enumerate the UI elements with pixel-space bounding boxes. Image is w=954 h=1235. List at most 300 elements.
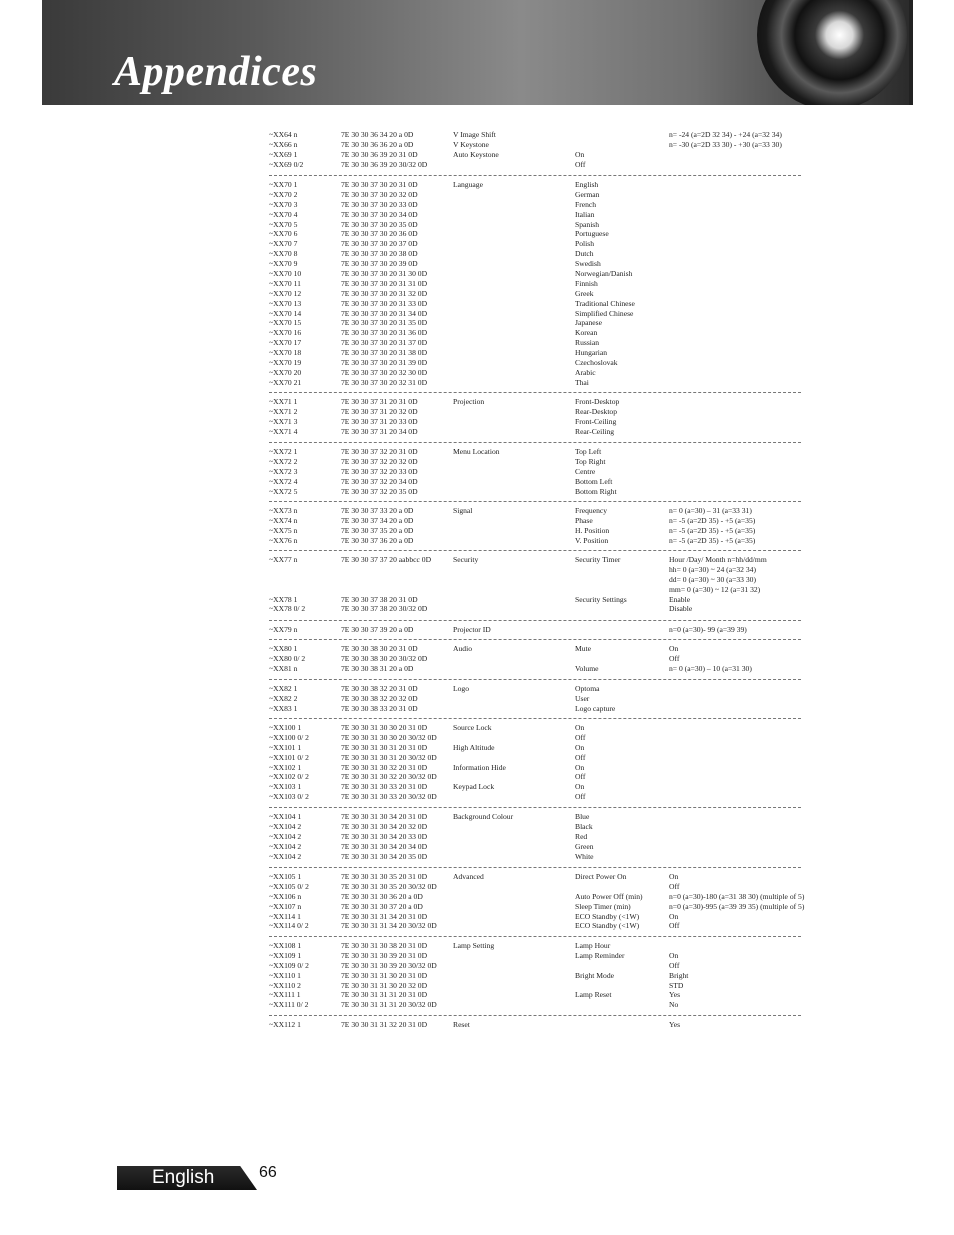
command-cell: ~XX103 0/ 2 <box>269 792 309 802</box>
command-cell: ~XX70 2 <box>269 189 298 199</box>
command-cell: ~XX101 0/ 2 <box>269 752 309 762</box>
page-number: 66 <box>259 1164 277 1181</box>
value-cell: Disable <box>669 604 693 614</box>
command-cell: ~XX70 17 <box>269 338 302 348</box>
command-group <box>269 506 801 546</box>
ascii-code-cell: 7E 30 30 37 30 20 35 0D <box>341 219 418 229</box>
ascii-code-cell: 7E 30 30 38 32 20 31 0D <box>341 684 418 693</box>
ascii-code-cell: 7E 30 30 37 33 20 a 0D <box>341 506 414 515</box>
table-row <box>269 309 801 319</box>
ascii-code-cell: 7E 30 30 31 30 33 20 31 0D <box>341 782 428 792</box>
command-cell: ~XX76 n <box>269 535 298 545</box>
value-cell: Hour /Day/ Month n=hh/dd/mm <box>669 555 767 564</box>
ascii-code-cell: 7E 30 30 37 30 20 31 39 0D <box>341 358 428 368</box>
value-cell: Off <box>669 960 680 970</box>
function-cell: Menu Location <box>453 447 500 456</box>
command-cell: ~XX82 2 <box>269 693 298 703</box>
item-cell: Bright Mode <box>575 970 615 980</box>
ascii-code-cell: 7E 30 30 31 31 32 20 31 0D <box>341 1020 428 1029</box>
ascii-code-cell: 7E 30 30 37 30 20 34 0D <box>341 209 418 219</box>
value-cell: On <box>669 872 679 881</box>
command-cell: ~XX105 0/ 2 <box>269 881 309 891</box>
row-separator <box>269 442 801 443</box>
function-cell: Signal <box>453 506 473 515</box>
item-cell: Blue <box>575 812 590 821</box>
ascii-code-cell: 7E 30 30 31 30 36 20 a 0D <box>341 891 423 901</box>
ascii-code-cell: 7E 30 30 31 30 31 20 31 0D <box>341 742 428 752</box>
command-cell: ~XX81 n <box>269 663 298 673</box>
item-cell: Direct Power On <box>575 872 627 881</box>
ascii-code-cell: 7E 30 30 31 30 38 20 31 0D <box>341 941 428 950</box>
ascii-code-cell: 7E 30 30 31 31 34 20 31 0D <box>341 911 428 921</box>
item-cell: Czechoslovak <box>575 358 618 368</box>
command-cell: ~XX69 0/2 <box>269 159 304 169</box>
ascii-code-cell: 7E 30 30 31 30 32 20 30/32 0D <box>341 772 437 782</box>
ascii-code-cell: 7E 30 30 37 30 20 31 38 0D <box>341 348 428 358</box>
command-cell: ~XX82 1 <box>269 684 298 693</box>
row-separator <box>269 718 801 719</box>
ascii-code-cell: 7E 30 30 31 30 34 20 32 0D <box>341 821 428 831</box>
command-cell: ~XX70 12 <box>269 288 302 298</box>
item-cell: On <box>575 742 585 752</box>
item-cell: Off <box>575 772 586 782</box>
ascii-code-cell: 7E 30 30 31 30 39 20 30/32 0D <box>341 960 437 970</box>
table-row <box>269 941 801 951</box>
command-cell: ~XX70 15 <box>269 318 302 328</box>
command-cell: ~XX72 5 <box>269 486 298 496</box>
table-row <box>269 457 801 467</box>
table-row <box>269 348 801 358</box>
table-row <box>269 832 801 842</box>
function-cell: Projection <box>453 397 485 406</box>
table-row <box>269 378 801 388</box>
command-cell: ~XX109 1 <box>269 950 302 960</box>
table-row <box>269 447 801 457</box>
table-row <box>269 654 801 664</box>
item-cell: Red <box>575 831 588 841</box>
table-row <box>269 200 801 210</box>
item-cell: Lamp Reminder <box>575 950 625 960</box>
ascii-code-cell: 7E 30 30 37 38 20 31 0D <box>341 594 418 604</box>
item-cell: Russian <box>575 338 600 348</box>
ascii-code-cell: 7E 30 30 31 30 34 20 34 0D <box>341 841 428 851</box>
row-separator <box>269 807 801 808</box>
command-cell: ~XX74 n <box>269 515 298 525</box>
ascii-code-cell: 7E 30 30 37 37 20 aabbcc 0D <box>341 555 432 564</box>
ascii-code-cell: 7E 30 30 31 30 34 20 31 0D <box>341 812 428 821</box>
table-row <box>269 812 801 822</box>
table-row <box>269 328 801 338</box>
ascii-code-cell: 7E 30 30 31 30 39 20 31 0D <box>341 950 428 960</box>
table-row <box>269 160 801 170</box>
ascii-code-cell: 7E 30 30 37 34 20 a 0D <box>341 515 414 525</box>
ascii-code-cell: 7E 30 30 37 30 20 31 32 0D <box>341 288 428 298</box>
ascii-code-cell: 7E 30 30 37 32 20 35 0D <box>341 486 418 496</box>
command-group <box>269 625 801 635</box>
function-cell: Projector ID <box>453 625 491 634</box>
table-row <box>269 417 801 427</box>
value-cell: Bright <box>669 970 689 980</box>
item-cell: French <box>575 199 597 209</box>
value-cell: Yes <box>669 1020 681 1029</box>
ascii-code-cell: 7E 30 30 37 30 20 37 0D <box>341 239 418 249</box>
command-cell: ~XX72 1 <box>269 447 298 456</box>
command-cell: ~XX73 n <box>269 506 298 515</box>
ascii-code-cell: 7E 30 30 37 31 20 34 0D <box>341 426 418 436</box>
ascii-code-cell: 7E 30 30 31 30 32 20 31 0D <box>341 762 428 772</box>
command-cell: ~XX70 14 <box>269 308 302 318</box>
ascii-code-cell: 7E 30 30 31 30 31 20 30/32 0D <box>341 752 437 762</box>
item-cell: Traditional Chinese <box>575 298 635 308</box>
command-cell: ~XX79 n <box>269 625 298 634</box>
command-cell: ~XX70 21 <box>269 377 302 387</box>
ascii-code-cell: 7E 30 30 37 30 20 36 0D <box>341 229 418 239</box>
ascii-code-cell: 7E 30 30 37 30 20 31 35 0D <box>341 318 428 328</box>
table-row <box>269 842 801 852</box>
function-cell: Information Hide <box>453 762 506 772</box>
ascii-code-cell: 7E 30 30 37 30 20 32 0D <box>341 189 418 199</box>
item-cell: On <box>575 723 585 732</box>
command-cell: ~XX111 0/ 2 <box>269 1000 309 1010</box>
table-row <box>269 763 801 773</box>
table-row <box>269 723 801 733</box>
item-cell: ECO Standby (<1W) <box>575 911 640 921</box>
item-cell: Italian <box>575 209 595 219</box>
ascii-code-cell: 7E 30 30 31 31 31 20 30/32 0D <box>341 1000 437 1010</box>
command-cell: ~XX71 3 <box>269 416 298 426</box>
ascii-code-cell: 7E 30 30 37 31 20 31 0D <box>341 397 418 406</box>
ascii-code-cell: 7E 30 30 31 30 34 20 35 0D <box>341 851 428 861</box>
ascii-code-cell: 7E 30 30 31 30 30 20 30/32 0D <box>341 732 437 742</box>
value-cell: hh= 0 (a=30) ~ 24 (a=32 34) <box>669 564 756 574</box>
page-header <box>42 0 913 105</box>
ascii-code-cell: 7E 30 30 31 31 31 20 31 0D <box>341 990 428 1000</box>
table-row <box>269 555 801 565</box>
command-cell: ~XX114 1 <box>269 911 301 921</box>
ascii-code-cell: 7E 30 30 31 30 35 20 30/32 0D <box>341 881 437 891</box>
ascii-code-cell: 7E 30 30 31 30 35 20 31 0D <box>341 872 428 881</box>
command-cell: ~XX71 4 <box>269 426 298 436</box>
item-cell: English <box>575 180 599 189</box>
table-row <box>269 585 801 595</box>
command-cell: ~XX70 11 <box>269 278 301 288</box>
table-row <box>269 210 801 220</box>
command-group <box>269 1020 801 1030</box>
item-cell: Greek <box>575 288 594 298</box>
command-cell: ~XX109 0/ 2 <box>269 960 309 970</box>
command-group <box>269 447 801 496</box>
function-cell: Keypad Lock <box>453 782 495 792</box>
table-row <box>269 921 801 931</box>
table-row <box>269 684 801 694</box>
table-row <box>269 516 801 526</box>
item-cell: Spanish <box>575 219 600 229</box>
item-cell: Norwegian/Danish <box>575 269 633 279</box>
value-cell: dd= 0 (a=30) ~ 30 (a=33 30) <box>669 574 756 584</box>
lens-image <box>757 0 907 105</box>
command-cell: ~XX70 4 <box>269 209 298 219</box>
command-cell: ~XX70 20 <box>269 367 302 377</box>
command-cell: ~XX72 3 <box>269 466 298 476</box>
item-cell: Logo capture <box>575 703 616 713</box>
command-group <box>269 180 801 388</box>
item-cell: Portuguese <box>575 229 609 239</box>
item-cell: User <box>575 693 590 703</box>
ascii-code-cell: 7E 30 30 37 30 20 33 0D <box>341 199 418 209</box>
item-cell: Korean <box>575 328 598 338</box>
item-cell: Volume <box>575 663 599 673</box>
command-cell: ~XX70 6 <box>269 229 298 239</box>
item-cell: Simplified Chinese <box>575 308 634 318</box>
command-cell: ~XX83 1 <box>269 703 298 713</box>
table-row <box>269 852 801 862</box>
ascii-code-cell: 7E 30 30 31 30 34 20 33 0D <box>341 831 428 841</box>
command-cell: ~XX75 n <box>269 525 298 535</box>
command-cell: ~XX70 10 <box>269 269 302 279</box>
item-cell: On <box>575 782 585 792</box>
item-cell: Off <box>575 732 586 742</box>
page-title: Appendices <box>114 49 318 95</box>
value-cell: n= -5 (a=2D 35) - +5 (a=35) <box>669 515 756 525</box>
table-row <box>269 269 801 279</box>
ascii-code-cell: 7E 30 30 37 32 20 31 0D <box>341 447 418 456</box>
command-cell: ~XX71 1 <box>269 397 298 406</box>
row-separator <box>269 1015 801 1016</box>
row-separator <box>269 501 801 502</box>
ascii-code-cell: 7E 30 30 36 34 20 a 0D <box>341 130 414 139</box>
command-cell: ~XX70 5 <box>269 219 298 229</box>
table-row <box>269 625 801 635</box>
value-cell: Off <box>669 881 680 891</box>
function-cell: Security <box>453 555 479 564</box>
item-cell: Japanese <box>575 318 602 328</box>
function-cell: Lamp Setting <box>453 941 495 950</box>
ascii-code-cell: 7E 30 30 37 39 20 a 0D <box>341 625 414 634</box>
table-row <box>269 951 801 961</box>
table-row <box>269 772 801 782</box>
table-row <box>269 822 801 832</box>
command-group <box>269 397 801 437</box>
command-cell: ~XX80 0/ 2 <box>269 653 306 663</box>
ascii-code-cell: 7E 30 30 31 30 30 20 31 0D <box>341 723 428 732</box>
row-separator <box>269 620 801 621</box>
value-cell: On <box>669 911 679 921</box>
table-row <box>269 259 801 269</box>
ascii-code-cell: 7E 30 30 31 30 37 20 a 0D <box>341 901 423 911</box>
item-cell: Black <box>575 821 593 831</box>
table-row <box>269 368 801 378</box>
ascii-code-cell: 7E 30 30 31 31 30 20 31 0D <box>341 970 428 980</box>
command-cell: ~XX66 n <box>269 139 298 149</box>
command-cell: ~XX78 1 <box>269 594 298 604</box>
command-group <box>269 684 801 714</box>
table-row <box>269 743 801 753</box>
command-cell: ~XX64 n <box>269 130 298 139</box>
value-cell: n= -5 (a=2D 35) - +5 (a=35) <box>669 525 756 535</box>
item-cell: Front-Desktop <box>575 397 620 406</box>
command-cell: ~XX104 2 <box>269 841 302 851</box>
table-row <box>269 299 801 309</box>
item-cell: Green <box>575 841 594 851</box>
ascii-code-cell: 7E 30 30 36 39 20 31 0D <box>341 149 418 159</box>
ascii-code-cell: 7E 30 30 37 38 20 30/32 0D <box>341 604 428 614</box>
table-row <box>269 130 801 140</box>
ascii-code-cell: 7E 30 30 36 39 20 30/32 0D <box>341 159 428 169</box>
ascii-code-cell: 7E 30 30 37 36 20 a 0D <box>341 535 414 545</box>
table-row <box>269 239 801 249</box>
table-row <box>269 565 801 575</box>
item-cell: German <box>575 189 600 199</box>
item-cell: Off <box>575 752 586 762</box>
table-row <box>269 150 801 160</box>
table-row <box>269 467 801 477</box>
table-row <box>269 358 801 368</box>
ascii-code-cell: 7E 30 30 31 30 33 20 30/32 0D <box>341 792 437 802</box>
command-cell: ~XX70 8 <box>269 249 298 259</box>
function-cell: Advanced <box>453 872 484 881</box>
command-cell: ~XX110 2 <box>269 980 301 990</box>
item-cell: Arabic <box>575 367 596 377</box>
command-cell: ~XX111 1 <box>269 990 301 1000</box>
ascii-code-cell: 7E 30 30 37 30 20 39 0D <box>341 259 418 269</box>
command-group <box>269 555 801 614</box>
table-row <box>269 782 801 792</box>
item-cell: ECO Standby (<1W) <box>575 921 640 931</box>
command-group <box>269 723 801 802</box>
ascii-code-cell: 7E 30 30 31 31 30 20 32 0D <box>341 980 428 990</box>
table-row <box>269 753 801 763</box>
ascii-code-cell: 7E 30 30 37 35 20 a 0D <box>341 525 414 535</box>
ascii-code-cell: 7E 30 30 38 30 20 31 0D <box>341 644 418 653</box>
command-group <box>269 872 805 931</box>
command-cell: ~XX70 16 <box>269 328 302 338</box>
value-cell: STD <box>669 980 684 990</box>
function-cell: Audio <box>453 644 472 653</box>
item-cell: Front-Ceiling <box>575 416 617 426</box>
value-cell: Off <box>669 921 680 931</box>
table-row <box>269 901 805 912</box>
item-cell: Bottom Left <box>575 476 613 486</box>
row-separator <box>269 392 801 393</box>
value-cell: Enable <box>669 594 691 604</box>
item-cell: Off <box>575 792 586 802</box>
table-row <box>269 694 801 704</box>
item-cell: Dutch <box>575 249 594 259</box>
row-separator <box>269 550 801 551</box>
command-cell: ~XX100 0/ 2 <box>269 732 309 742</box>
command-cell: ~XX105 1 <box>269 872 302 881</box>
table-row <box>269 506 801 516</box>
command-cell: ~XX106 n <box>269 891 302 901</box>
command-cell: ~XX70 19 <box>269 358 302 368</box>
command-cell: ~XX70 3 <box>269 199 298 209</box>
item-cell: Hungarian <box>575 348 608 358</box>
function-cell: Language <box>453 180 483 189</box>
item-cell: Centre <box>575 466 596 476</box>
value-cell: n= 0 (a=30) – 31 (a=33 31) <box>669 506 752 515</box>
command-cell: ~XX102 0/ 2 <box>269 772 309 782</box>
command-group <box>269 644 801 674</box>
function-cell: Reset <box>453 1020 470 1029</box>
table-row <box>269 644 801 654</box>
ascii-code-cell: 7E 30 30 37 30 20 32 31 0D <box>341 377 428 387</box>
table-row <box>269 990 801 1000</box>
table-row <box>269 338 801 348</box>
table-row <box>269 595 801 605</box>
value-cell: Off <box>669 653 680 663</box>
footer-language: English <box>152 1167 215 1188</box>
ascii-code-cell: 7E 30 30 37 30 20 31 0D <box>341 180 418 189</box>
ascii-code-cell: 7E 30 30 38 30 20 30/32 0D <box>341 653 428 663</box>
table-row <box>269 733 801 743</box>
command-cell: ~XX70 7 <box>269 239 298 249</box>
command-cell: ~XX114 0/ 2 <box>269 921 309 931</box>
value-cell: On <box>669 644 679 653</box>
item-cell: Phase <box>575 515 593 525</box>
table-row <box>269 891 805 902</box>
command-cell: ~XX112 1 <box>269 1020 301 1029</box>
value-cell: No <box>669 1000 679 1010</box>
table-row <box>269 575 801 585</box>
command-cell: ~XX102 1 <box>269 762 302 772</box>
command-cell: ~XX71 2 <box>269 406 298 416</box>
table-row <box>269 872 801 882</box>
table-row <box>269 526 801 536</box>
table-row <box>269 604 801 614</box>
item-cell: H. Position <box>575 525 610 535</box>
function-cell: Source Lock <box>453 723 492 732</box>
item-cell: Bottom Right <box>575 486 617 496</box>
command-cell: ~XX72 2 <box>269 456 298 466</box>
item-cell: Thai <box>575 377 589 387</box>
item-cell: Off <box>575 159 586 169</box>
command-cell: ~XX70 1 <box>269 180 298 189</box>
item-cell: On <box>575 149 585 159</box>
function-cell: V Image Shift <box>453 130 496 139</box>
command-cell: ~XX77 n <box>269 555 298 564</box>
ascii-code-cell: 7E 30 30 37 32 20 34 0D <box>341 476 418 486</box>
item-cell: Auto Power Off (min) <box>575 891 643 901</box>
command-group <box>269 941 801 1010</box>
item-cell: Sleep Timer (min) <box>575 901 631 911</box>
value-cell: n=0 (a=30)- 99 (a=39 39) <box>669 625 747 634</box>
command-cell: ~XX104 2 <box>269 831 302 841</box>
table-row <box>269 981 801 991</box>
ascii-code-cell: 7E 30 30 37 30 20 31 33 0D <box>341 298 428 308</box>
command-cell: ~XX69 1 <box>269 149 298 159</box>
table-row <box>269 427 801 437</box>
command-cell: ~XX70 13 <box>269 298 302 308</box>
value-cell: On <box>669 950 679 960</box>
item-cell: On <box>575 762 585 772</box>
value-cell: n= 0 (a=30) – 10 (a=31 30) <box>669 663 752 673</box>
item-cell: V. Position <box>575 535 609 545</box>
item-cell: Top Left <box>575 447 602 456</box>
ascii-code-cell: 7E 30 30 37 31 20 33 0D <box>341 416 418 426</box>
command-cell: ~XX100 1 <box>269 723 302 732</box>
item-cell: White <box>575 851 594 861</box>
row-separator <box>269 867 801 868</box>
item-cell: Frequency <box>575 506 608 515</box>
value-cell: mm= 0 (a=30) ~ 12 (a=31 32) <box>669 584 761 594</box>
item-cell: Polish <box>575 239 594 249</box>
ascii-code-cell: 7E 30 30 31 31 34 20 30/32 0D <box>341 921 437 931</box>
item-cell: Finnish <box>575 278 598 288</box>
ascii-code-cell: 7E 30 30 37 31 20 32 0D <box>341 406 418 416</box>
table-row <box>269 477 801 487</box>
command-cell: ~XX108 1 <box>269 941 302 950</box>
ascii-code-cell: 7E 30 30 37 32 20 32 0D <box>341 456 418 466</box>
